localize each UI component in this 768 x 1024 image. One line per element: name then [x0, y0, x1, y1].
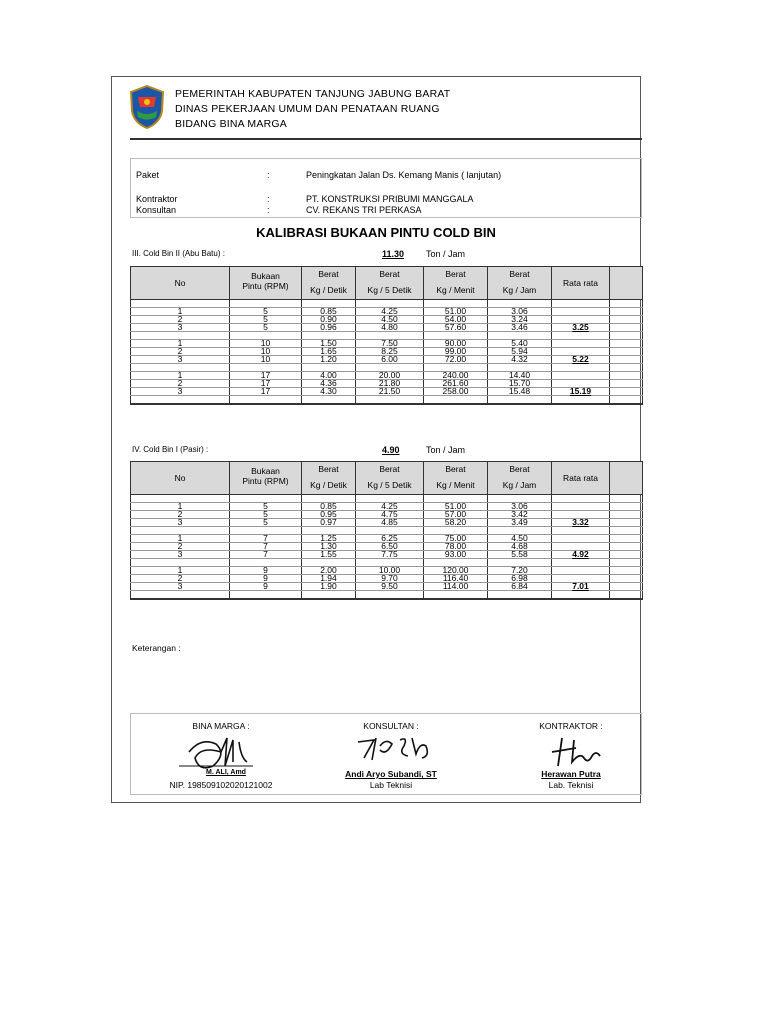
- table-cell: 4.75: [356, 510, 424, 518]
- table-cell: 258.00: [424, 387, 488, 395]
- table-cell: 261.60: [424, 379, 488, 387]
- letterhead-line-1: PEMERINTAH KABUPATEN TANJUNG JABUNG BARAT: [175, 88, 451, 100]
- table-cell: 114.00: [424, 582, 488, 590]
- table-cell: [356, 590, 424, 598]
- table-cell: 3: [131, 518, 230, 526]
- table-cell: 51.00: [424, 502, 488, 510]
- table-cell: [230, 590, 302, 598]
- section-4-rate: 4.90: [382, 445, 400, 455]
- regency-emblem-icon: [129, 85, 165, 129]
- header-kg-detik: Kg / Detik: [302, 476, 356, 495]
- letterhead-line-3: BIDANG BINA MARGA: [175, 118, 287, 130]
- table-cell: [552, 558, 610, 566]
- table-cell: [610, 371, 643, 379]
- header-bukaan: Bukaan: [230, 462, 302, 477]
- table-cell: 5: [230, 510, 302, 518]
- table-cell: 4.25: [356, 307, 424, 315]
- table-cell: [230, 395, 302, 403]
- section-4-unit: Ton / Jam: [426, 445, 466, 455]
- table-cell: 2: [131, 510, 230, 518]
- table-cell: 5: [230, 315, 302, 323]
- header-pintu-rpm: Pintu (RPM): [230, 281, 302, 300]
- kontraktor-colon: :: [267, 194, 270, 204]
- table-cell: [610, 300, 643, 308]
- table-cell: 116.40: [424, 574, 488, 582]
- table-cell: 3.46: [488, 323, 552, 331]
- table-cell: 2: [131, 379, 230, 387]
- table-cell: 17: [230, 387, 302, 395]
- document-title: KALIBRASI BUKAAN PINTU COLD BIN: [256, 225, 496, 240]
- table-cell: 10: [230, 355, 302, 363]
- table-cell: [552, 300, 610, 308]
- table-cell: 10: [230, 339, 302, 347]
- table-cell: 15.70: [488, 379, 552, 387]
- kontraktor-value: PT. KONSTRUKSI PRIBUMI MANGGALA: [306, 194, 474, 204]
- header-pintu-rpm: Pintu (RPM): [230, 476, 302, 495]
- table-cell: [424, 395, 488, 403]
- table-cell: 4.85: [356, 518, 424, 526]
- kontraktor-label: Kontraktor: [136, 194, 178, 204]
- table-cell: 1.50: [302, 339, 356, 347]
- table-cell: [610, 395, 643, 403]
- table-cell: [610, 558, 643, 566]
- table-cell: 4.25: [356, 502, 424, 510]
- table-cell: 17: [230, 371, 302, 379]
- table-cell: 4.36: [302, 379, 356, 387]
- spacer-row: [131, 590, 643, 598]
- table-cell: 5: [230, 518, 302, 526]
- table-cell: 1: [131, 371, 230, 379]
- konsultan-role: Lab Teknisi: [369, 780, 413, 790]
- section-4-label: IV. Cold Bin I (Pasir) :: [132, 445, 209, 454]
- table-cell: 0.85: [302, 502, 356, 510]
- table-cell: 9: [230, 574, 302, 582]
- table-cell: 54.00: [424, 315, 488, 323]
- konsultan-signature-icon: [346, 732, 446, 766]
- table-cell: 2: [131, 347, 230, 355]
- header-rata-rata: Rata rata: [552, 462, 610, 495]
- konsultan-colon: :: [267, 205, 270, 215]
- document-page: [111, 76, 641, 803]
- table-cell: 4.50: [356, 315, 424, 323]
- header-rata-rata: Rata rata: [552, 267, 610, 300]
- table-cell: 57.60: [424, 323, 488, 331]
- table-cell: [552, 502, 610, 510]
- table-cell: 3: [131, 387, 230, 395]
- table-cell: [302, 395, 356, 403]
- table-cell: 9.50: [356, 582, 424, 590]
- table-cell: 7.20: [488, 566, 552, 574]
- bina-marga-nip: NIP. 198509102020121002: [169, 780, 273, 790]
- table-cell: 3.24: [488, 315, 552, 323]
- konsultan-label: Konsultan: [136, 205, 177, 215]
- header-berat: Berat: [356, 462, 424, 477]
- spacer-row: [131, 395, 643, 403]
- table-row: [131, 550, 643, 558]
- header-kg-5-detik: Kg / 5 Detik: [356, 281, 424, 300]
- table-cell: 75.00: [424, 534, 488, 542]
- header-blank: [610, 462, 643, 495]
- table-cell: [552, 371, 610, 379]
- bina-marga-name: M. ALI, Amd: [206, 769, 246, 776]
- table-cell: 20.00: [356, 371, 424, 379]
- table-cell: 1.55: [302, 550, 356, 558]
- table-cell: [610, 502, 643, 510]
- average-value: 4.92: [552, 550, 610, 558]
- table-cell: 21.80: [356, 379, 424, 387]
- table-cell: [610, 526, 643, 534]
- table-cell: 4.50: [488, 534, 552, 542]
- table-cell: 0.97: [302, 518, 356, 526]
- table-cell: [552, 363, 610, 371]
- table-row: [131, 323, 643, 331]
- table-row: [131, 582, 643, 590]
- table-cell: 78.00: [424, 542, 488, 550]
- table-cell: 5.40: [488, 339, 552, 347]
- average-value: 15.19: [552, 387, 610, 395]
- header-berat: Berat: [488, 267, 552, 282]
- section-3-label: III. Cold Bin II (Abu Batu) :: [132, 249, 225, 258]
- table-cell: 1.25: [302, 534, 356, 542]
- table-cell: [552, 331, 610, 339]
- table-cell: 2: [131, 574, 230, 582]
- table-cell: 2.00: [302, 566, 356, 574]
- header-no: No: [131, 462, 230, 495]
- table-cell: 6.98: [488, 574, 552, 582]
- table-cell: [610, 355, 643, 363]
- table-cell: 3.06: [488, 502, 552, 510]
- table-cell: [610, 347, 643, 355]
- table-cell: 7: [230, 534, 302, 542]
- table-cell: 7: [230, 550, 302, 558]
- table-cell: 5: [230, 323, 302, 331]
- letterhead: [175, 87, 450, 132]
- table-cell: 58.20: [424, 518, 488, 526]
- header-divider: [130, 138, 642, 140]
- table-cell: 6.50: [356, 542, 424, 550]
- table-cell: 1.30: [302, 542, 356, 550]
- cold-bin-1-table: [130, 461, 643, 600]
- section-3-unit: Ton / Jam: [426, 249, 466, 259]
- table-cell: 1: [131, 502, 230, 510]
- table-cell: [610, 339, 643, 347]
- header-berat: Berat: [356, 267, 424, 282]
- table-cell: 7.50: [356, 339, 424, 347]
- average-value: 5.22: [552, 355, 610, 363]
- table-cell: 2: [131, 542, 230, 550]
- header-no: No: [131, 267, 230, 300]
- table-cell: [488, 395, 552, 403]
- kontraktor-role: Lab. Teknisi: [548, 780, 594, 790]
- konsultan-name: Andi Aryo Subandi, ST: [345, 769, 437, 779]
- table-cell: 0.95: [302, 510, 356, 518]
- table-cell: 6.00: [356, 355, 424, 363]
- table-cell: 1.90: [302, 582, 356, 590]
- table-cell: 3.42: [488, 510, 552, 518]
- signature-box: [130, 713, 642, 795]
- table-cell: 5.58: [488, 550, 552, 558]
- table-cell: 6.84: [488, 582, 552, 590]
- table-cell: 90.00: [424, 339, 488, 347]
- table-cell: 4.32: [488, 355, 552, 363]
- table-cell: [610, 542, 643, 550]
- header-berat: Berat: [424, 462, 488, 477]
- table-cell: [610, 363, 643, 371]
- paket-value: Peningkatan Jalan Ds. Kemang Manis ( lanjutan): [306, 170, 502, 180]
- table-cell: 0.85: [302, 307, 356, 315]
- table-cell: 1: [131, 339, 230, 347]
- table-cell: 4.00: [302, 371, 356, 379]
- table-cell: [610, 379, 643, 387]
- table-cell: [131, 395, 230, 403]
- header-kg-jam: Kg / Jam: [488, 476, 552, 495]
- bina-marga-signature-icon: [161, 732, 271, 774]
- table-cell: [610, 387, 643, 395]
- table-cell: [610, 550, 643, 558]
- section-3-rate: 11.30: [382, 249, 405, 259]
- table-cell: 3.49: [488, 518, 552, 526]
- table-cell: [356, 395, 424, 403]
- average-value: 3.25: [552, 323, 610, 331]
- table-cell: 57.00: [424, 510, 488, 518]
- header-kg-menit: Kg / Menit: [424, 281, 488, 300]
- table-cell: [552, 307, 610, 315]
- paket-colon: :: [267, 170, 270, 180]
- table-cell: 10: [230, 347, 302, 355]
- table-cell: 5: [230, 307, 302, 315]
- table-cell: [552, 534, 610, 542]
- table-cell: 1: [131, 534, 230, 542]
- table-cell: [610, 315, 643, 323]
- project-info-box: [130, 158, 642, 218]
- table-cell: [610, 582, 643, 590]
- header-kg-detik: Kg / Detik: [302, 281, 356, 300]
- header-blank: [610, 267, 643, 300]
- table-cell: 51.00: [424, 307, 488, 315]
- konsultan-title: KONSULTAN :: [363, 721, 419, 731]
- table-cell: 14.40: [488, 371, 552, 379]
- paket-label: Paket: [136, 170, 160, 180]
- konsultan-value: CV. REKANS TRI PERKASA: [306, 205, 422, 215]
- table-cell: 4.68: [488, 542, 552, 550]
- table-cell: [610, 534, 643, 542]
- table-cell: 1.65: [302, 347, 356, 355]
- table-cell: 2: [131, 315, 230, 323]
- table-cell: [302, 590, 356, 598]
- table-cell: 3: [131, 355, 230, 363]
- table-cell: 17: [230, 379, 302, 387]
- section-3-heading: [132, 249, 466, 259]
- table-cell: 0.96: [302, 323, 356, 331]
- table-cell: 9.70: [356, 574, 424, 582]
- table-cell: [610, 331, 643, 339]
- table-cell: 4.80: [356, 323, 424, 331]
- table-cell: [488, 590, 552, 598]
- table-row: [131, 518, 643, 526]
- table-cell: 1.94: [302, 574, 356, 582]
- table-cell: 0.90: [302, 315, 356, 323]
- table-cell: [610, 566, 643, 574]
- table-cell: 5: [230, 502, 302, 510]
- table-cell: [610, 574, 643, 582]
- table-cell: [424, 590, 488, 598]
- table-cell: 6.25: [356, 534, 424, 542]
- header-berat: Berat: [488, 462, 552, 477]
- table-cell: [610, 495, 643, 503]
- table-cell: 3: [131, 323, 230, 331]
- table-cell: 240.00: [424, 371, 488, 379]
- table-cell: 4.30: [302, 387, 356, 395]
- table-cell: [552, 566, 610, 574]
- keterangan-label: Keterangan :: [132, 643, 181, 653]
- table-cell: 21.50: [356, 387, 424, 395]
- table-cell: 10.00: [356, 566, 424, 574]
- table-row: [131, 387, 643, 395]
- table-cell: [610, 518, 643, 526]
- table-cell: 120.00: [424, 566, 488, 574]
- header-kg-menit: Kg / Menit: [424, 476, 488, 495]
- average-value: 7.01: [552, 582, 610, 590]
- table-cell: 1: [131, 566, 230, 574]
- table-cell: [610, 323, 643, 331]
- table-cell: [552, 495, 610, 503]
- kontraktor-title: KONTRAKTOR :: [539, 721, 603, 731]
- table-cell: [131, 590, 230, 598]
- table-row: [131, 355, 643, 363]
- table-cell: 1.20: [302, 355, 356, 363]
- table-cell: [610, 590, 643, 598]
- section-4-heading: [132, 445, 466, 455]
- table-cell: 9: [230, 582, 302, 590]
- table-cell: 72.00: [424, 355, 488, 363]
- header-kg-5-detik: Kg / 5 Detik: [356, 476, 424, 495]
- table-cell: 15.48: [488, 387, 552, 395]
- table-cell: 1: [131, 307, 230, 315]
- table-cell: [552, 526, 610, 534]
- cold-bin-2-table: [130, 266, 643, 405]
- kontraktor-signature-icon: [546, 734, 606, 768]
- table-cell: 5.94: [488, 347, 552, 355]
- kontraktor-name: Herawan Putra: [541, 769, 601, 779]
- table-cell: 3: [131, 550, 230, 558]
- header-bukaan: Bukaan: [230, 267, 302, 282]
- table-cell: 7.75: [356, 550, 424, 558]
- header-kg-jam: Kg / Jam: [488, 281, 552, 300]
- table-cell: [552, 590, 610, 598]
- table-cell: 7: [230, 542, 302, 550]
- table-cell: 9: [230, 566, 302, 574]
- table-cell: [610, 510, 643, 518]
- header-berat: Berat: [302, 462, 356, 477]
- average-value: 3.32: [552, 518, 610, 526]
- table-cell: [552, 339, 610, 347]
- table-cell: 8.25: [356, 347, 424, 355]
- table-cell: 99.00: [424, 347, 488, 355]
- table-cell: [552, 395, 610, 403]
- header-berat: Berat: [302, 267, 356, 282]
- table-cell: 93.00: [424, 550, 488, 558]
- bina-marga-title: BINA MARGA :: [192, 721, 250, 731]
- header-berat: Berat: [424, 267, 488, 282]
- table-cell: 3.06: [488, 307, 552, 315]
- letterhead-line-2: DINAS PEKERJAAN UMUM DAN PENATAAN RUANG: [175, 103, 440, 115]
- table-cell: 3: [131, 582, 230, 590]
- table-cell: [610, 307, 643, 315]
